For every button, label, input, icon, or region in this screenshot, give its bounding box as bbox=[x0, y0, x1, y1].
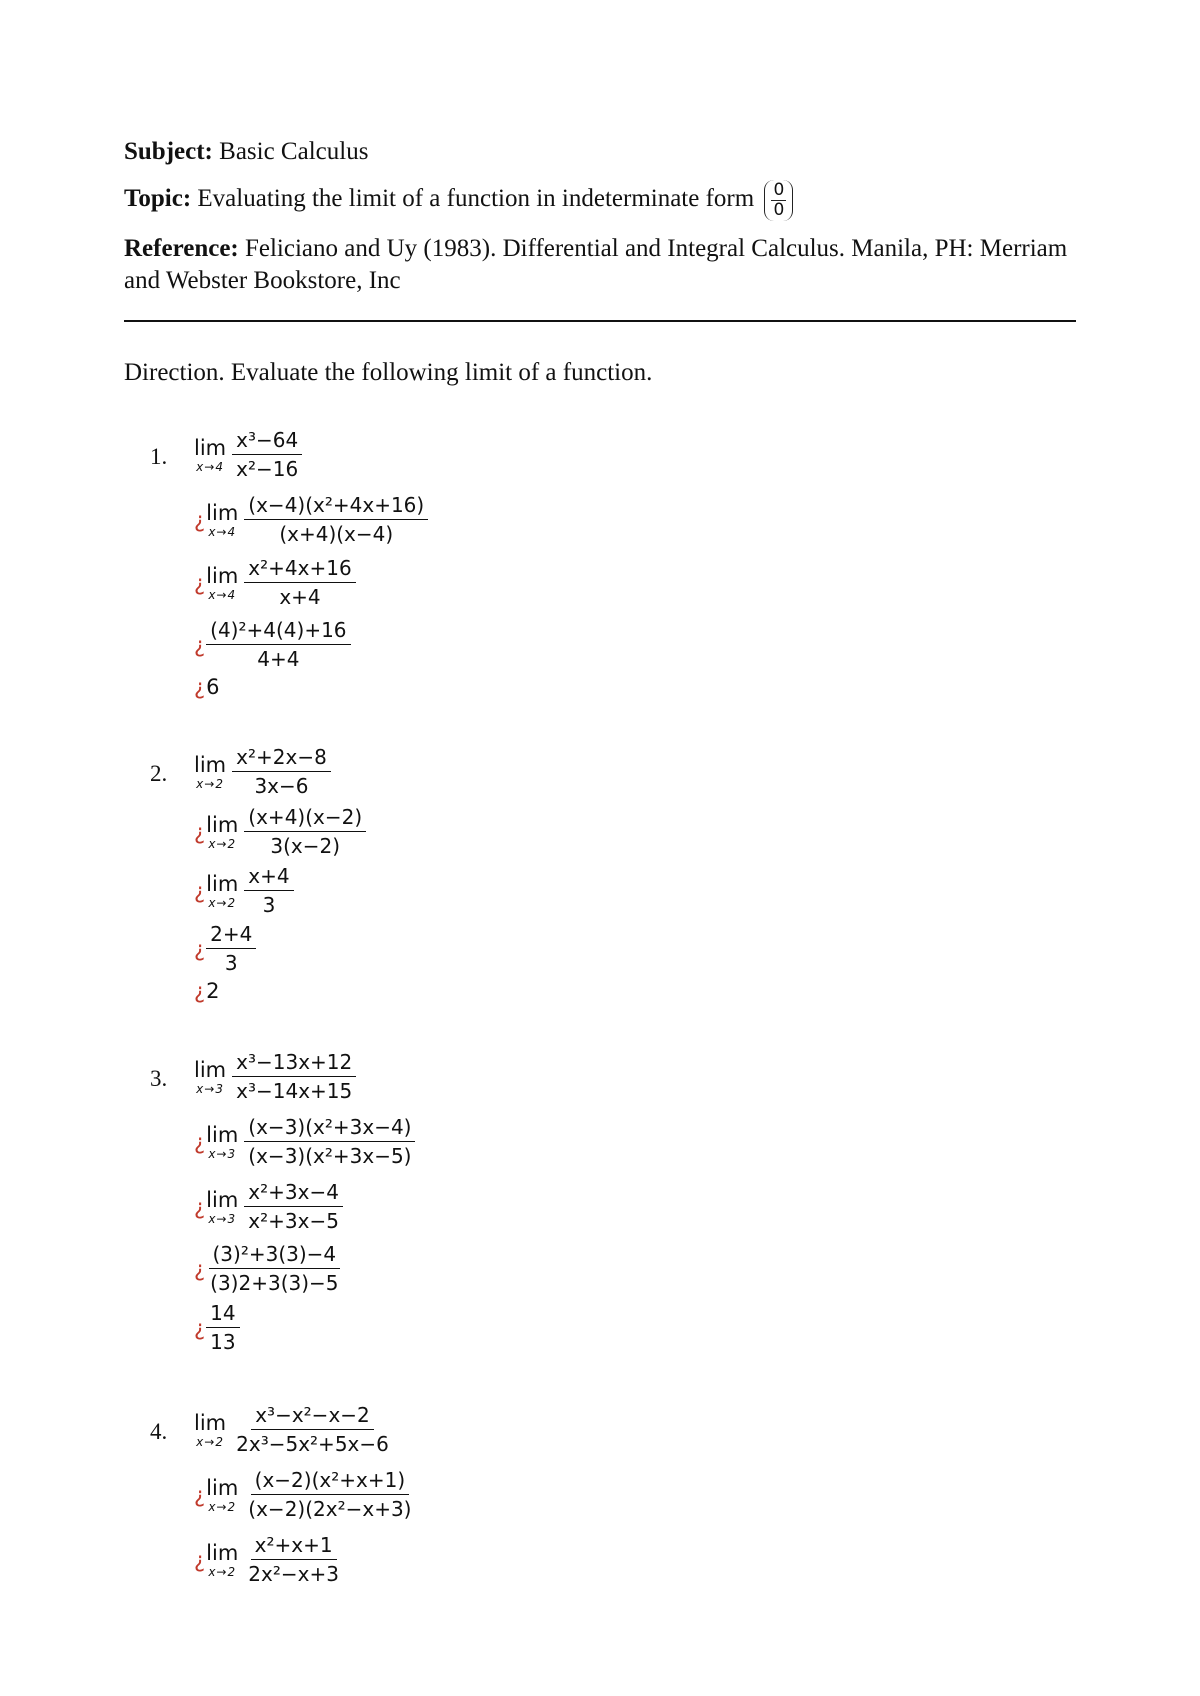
denominator: (x−2)(2x²−x+3) bbox=[248, 1497, 412, 1521]
solution-step bbox=[194, 1241, 343, 1296]
limit-operator bbox=[194, 1058, 226, 1096]
limit-word: lim bbox=[206, 871, 239, 896]
fraction bbox=[232, 1402, 393, 1457]
fraction bbox=[206, 921, 256, 976]
inverted-question-mark: ¿ bbox=[194, 570, 206, 595]
limit-subscript: x→3 bbox=[208, 1146, 237, 1161]
inverted-question-mark: ¿ bbox=[194, 632, 206, 657]
limit-word: lim bbox=[206, 1540, 239, 1565]
limit-word: lim bbox=[206, 1122, 239, 1147]
fraction bbox=[244, 863, 293, 918]
limit-operator bbox=[206, 1476, 238, 1514]
numerator: x²+3x−4 bbox=[244, 1179, 343, 1207]
solution-step bbox=[194, 1179, 343, 1234]
numerator: x³−64 bbox=[232, 427, 302, 455]
subject-line bbox=[124, 136, 1076, 168]
fraction bbox=[244, 804, 366, 859]
topic-line bbox=[124, 180, 1076, 221]
limit-operator bbox=[194, 436, 226, 474]
limit-subscript: x→2 bbox=[196, 776, 224, 791]
inverted-question-mark: ¿ bbox=[194, 819, 206, 844]
fraction bbox=[244, 1114, 415, 1169]
denominator: 3x−6 bbox=[254, 774, 309, 798]
fraction bbox=[232, 427, 302, 482]
fraction bbox=[206, 1241, 342, 1296]
limit-subscript: x→2 bbox=[208, 836, 237, 851]
limit-operator bbox=[206, 813, 238, 851]
solution-step bbox=[194, 804, 366, 859]
numerator: (3)²+3(3)−4 bbox=[209, 1241, 341, 1269]
numerator: 14 bbox=[206, 1300, 239, 1328]
reference-line bbox=[124, 233, 1076, 297]
limit-operator bbox=[206, 564, 238, 602]
solution-step bbox=[194, 1467, 415, 1522]
limit-word: lim bbox=[194, 435, 227, 460]
limit-operator bbox=[194, 753, 226, 791]
fraction bbox=[244, 555, 355, 610]
fraction bbox=[244, 1532, 343, 1587]
numerator: (x−3)(x²+3x−4) bbox=[244, 1114, 415, 1142]
problem-expression bbox=[194, 1402, 393, 1457]
subject-value: Basic Calculus bbox=[219, 138, 369, 165]
numerator: x³−x²−x−2 bbox=[251, 1402, 374, 1430]
limit-operator bbox=[206, 501, 238, 539]
limit-operator bbox=[206, 1123, 238, 1161]
inverted-question-mark: ¿ bbox=[194, 1482, 206, 1507]
inverted-question-mark: ¿ bbox=[194, 1547, 206, 1572]
inverted-question-mark: ¿ bbox=[194, 1315, 206, 1340]
solution-step bbox=[194, 921, 256, 976]
worksheet-header bbox=[124, 136, 1076, 297]
denominator: 13 bbox=[210, 1330, 236, 1354]
limit-operator bbox=[206, 872, 238, 910]
limit-word: lim bbox=[206, 812, 239, 837]
limit-word: lim bbox=[206, 563, 239, 588]
inverted-question-mark: ¿ bbox=[194, 1129, 206, 1154]
solution-step bbox=[194, 555, 356, 610]
denominator: 2x³−5x²+5x−6 bbox=[236, 1432, 389, 1456]
indeterminate-form bbox=[764, 180, 793, 221]
reference-label: Reference: bbox=[124, 235, 239, 262]
numerator: (x+4)(x−2) bbox=[244, 804, 366, 832]
inverted-question-mark: ¿ bbox=[194, 979, 206, 1003]
limit-subscript: x→2 bbox=[208, 895, 237, 910]
limit-word: lim bbox=[206, 500, 239, 525]
solution-step bbox=[194, 1532, 343, 1587]
denominator: x²+3x−5 bbox=[248, 1209, 339, 1233]
indeterminate-form-numerator: 0 bbox=[773, 180, 785, 200]
fraction bbox=[206, 1300, 239, 1355]
problem-number: 3. bbox=[150, 1066, 168, 1091]
solution-step bbox=[194, 617, 351, 672]
numerator: (x−4)(x²+4x+16) bbox=[244, 492, 428, 520]
limit-operator bbox=[194, 1411, 226, 1449]
limit-word: lim bbox=[206, 1475, 239, 1500]
inverted-question-mark: ¿ bbox=[194, 507, 206, 532]
limit-word: lim bbox=[194, 752, 227, 777]
topic-value: Evaluating the limit of a function in indeterminate form bbox=[197, 185, 755, 213]
numerator: x³−13x+12 bbox=[232, 1049, 356, 1077]
numerator: x+4 bbox=[244, 863, 293, 891]
indeterminate-form-denominator: 0 bbox=[773, 200, 785, 220]
numerator: (x−2)(x²+x+1) bbox=[251, 1467, 409, 1495]
problem-expression bbox=[194, 1049, 356, 1104]
problem-number: 4. bbox=[150, 1419, 168, 1444]
denominator: 3 bbox=[224, 951, 238, 975]
denominator: x²−16 bbox=[236, 457, 299, 481]
limit-word: lim bbox=[194, 1410, 227, 1435]
solution-step bbox=[194, 492, 428, 547]
limit-subscript: x→2 bbox=[196, 1434, 224, 1449]
denominator: x+4 bbox=[279, 585, 321, 609]
limit-subscript: x→4 bbox=[196, 459, 224, 474]
limit-subscript: x→4 bbox=[208, 524, 237, 539]
denominator: (x+4)(x−4) bbox=[279, 522, 394, 546]
fraction bbox=[244, 492, 428, 547]
result-value: 2 bbox=[206, 979, 220, 1003]
denominator: 3 bbox=[262, 893, 276, 917]
subject-label: Subject: bbox=[124, 138, 213, 165]
limit-subscript: x→3 bbox=[196, 1081, 224, 1096]
numerator: x²+2x−8 bbox=[232, 744, 331, 772]
problem-number: 2. bbox=[150, 761, 168, 786]
direction-text: Direction. Evaluate the following limit of a function. bbox=[124, 359, 653, 386]
inverted-question-mark: ¿ bbox=[194, 675, 206, 699]
solution-step bbox=[194, 863, 294, 918]
denominator: 2x²−x+3 bbox=[248, 1562, 339, 1586]
numerator: (4)²+4(4)+16 bbox=[206, 617, 350, 645]
fraction bbox=[244, 1179, 343, 1234]
denominator: (x−3)(x²+3x−5) bbox=[248, 1144, 412, 1168]
result-value: 6 bbox=[206, 675, 220, 699]
solution-result bbox=[194, 979, 220, 1003]
problem-expression bbox=[194, 427, 302, 482]
problem-expression bbox=[194, 744, 331, 799]
limit-word: lim bbox=[206, 1187, 239, 1212]
fraction bbox=[232, 1049, 356, 1104]
inverted-question-mark: ¿ bbox=[194, 878, 206, 903]
limit-subscript: x→4 bbox=[208, 587, 237, 602]
denominator: x³−14x+15 bbox=[236, 1079, 353, 1103]
numerator: 2+4 bbox=[206, 921, 256, 949]
limit-subscript: x→2 bbox=[208, 1564, 237, 1579]
limit-subscript: x→2 bbox=[208, 1499, 237, 1514]
fraction bbox=[206, 617, 350, 672]
problem-number: 1. bbox=[150, 444, 168, 469]
limit-subscript: x→3 bbox=[208, 1211, 237, 1226]
limit-word: lim bbox=[194, 1057, 227, 1082]
limit-operator bbox=[206, 1541, 238, 1579]
inverted-question-mark: ¿ bbox=[194, 1194, 206, 1219]
numerator: x²+x+1 bbox=[251, 1532, 337, 1560]
topic-label: Topic: bbox=[124, 185, 192, 213]
header-divider bbox=[124, 320, 1076, 322]
inverted-question-mark: ¿ bbox=[194, 936, 206, 961]
solution-step bbox=[194, 1300, 240, 1355]
limit-operator bbox=[206, 1188, 238, 1226]
solution-step bbox=[194, 1114, 415, 1169]
numerator: x²+4x+16 bbox=[244, 555, 355, 583]
denominator: 3(x−2) bbox=[270, 834, 341, 858]
denominator: (3)2+3(3)−5 bbox=[210, 1271, 339, 1295]
solution-result bbox=[194, 675, 220, 699]
fraction bbox=[232, 744, 331, 799]
reference-value: Feliciano and Uy (1983). Differential and Integral Calculus. Manila, PH: Merriam and Webster Bookstore, Inc bbox=[124, 235, 1068, 294]
inverted-question-mark: ¿ bbox=[194, 1256, 206, 1281]
denominator: 4+4 bbox=[257, 647, 300, 671]
fraction bbox=[244, 1467, 415, 1522]
